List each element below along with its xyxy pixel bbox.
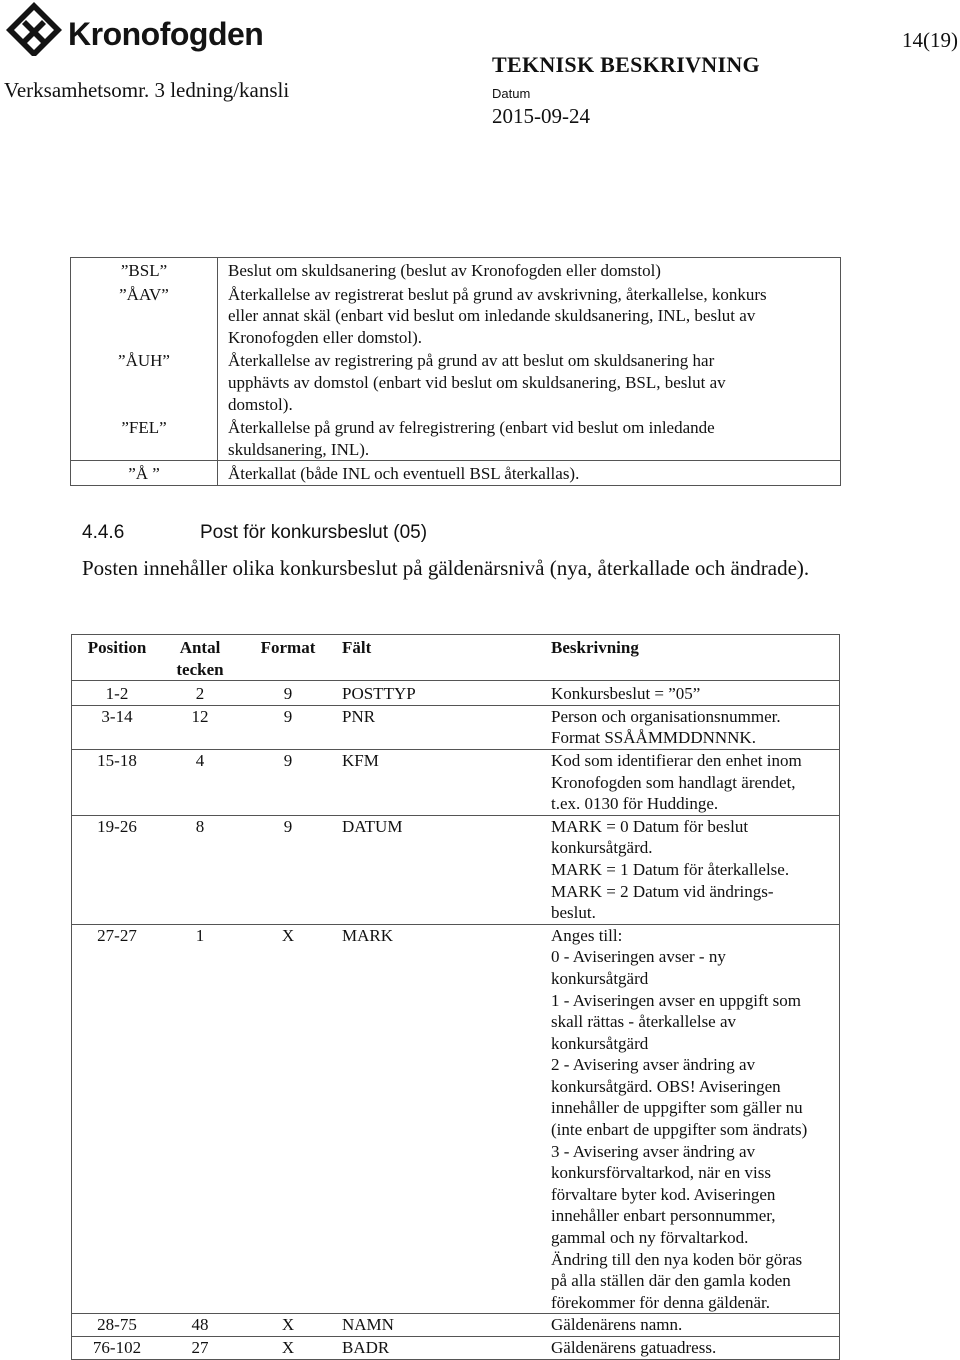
record-table-body xyxy=(72,681,840,1359)
desc-line: konkursåtgärd. xyxy=(551,838,653,858)
cell-antal: 27 xyxy=(162,1337,238,1360)
header-antal-line: tecken xyxy=(176,659,224,679)
code-cell: ”ÅAV” xyxy=(71,282,218,349)
code-cell: ”BSL” xyxy=(71,258,218,282)
desc-line: eller annat skäl (enbart vid beslut om inledande skuldsanering, INL, beslut av xyxy=(228,306,756,326)
desc-line: på alla ställen där den gamla koden xyxy=(551,1271,791,1291)
cell-position: 3-14 xyxy=(72,705,163,749)
cell-format: X xyxy=(238,1337,338,1360)
cell-antal: 4 xyxy=(162,749,238,815)
header-falt: Fält xyxy=(342,638,372,657)
desc-line: MARK = 2 Datum vid ändrings- xyxy=(551,881,774,901)
code-row xyxy=(71,258,841,282)
table-row xyxy=(72,815,840,924)
header-position: Position xyxy=(87,638,147,657)
cell-antal: 48 xyxy=(162,1314,238,1337)
desc-line: Gäldenärens namn. xyxy=(551,1315,683,1335)
cell-beskrivning xyxy=(549,705,840,749)
date-value: 2015-09-24 xyxy=(492,104,590,128)
desc-line: (inte enbart de uppgifter som ändrats) xyxy=(551,1120,808,1140)
cell-antal: 2 xyxy=(162,681,238,706)
code-cell: ”FEL” xyxy=(71,415,218,461)
code-description xyxy=(218,461,841,486)
logo-mark-icon xyxy=(6,2,62,56)
desc-line: konkursåtgärd xyxy=(551,1033,649,1053)
cell-falt: POSTTYP xyxy=(338,681,549,706)
cell-antal: 1 xyxy=(162,924,238,1314)
cell-position: 1-2 xyxy=(72,681,163,706)
cell-beskrivning xyxy=(549,1314,840,1337)
desc-line: Konkursbeslut = ”05” xyxy=(551,684,701,704)
table-row xyxy=(72,924,840,1314)
cell-falt: BADR xyxy=(338,1337,549,1360)
cell-falt: KFM xyxy=(338,749,549,815)
desc-line: Kronofogden eller domstol). xyxy=(228,327,423,347)
cell-position: 76-102 xyxy=(72,1337,163,1360)
desc-line: Format SSÅÅMMDDNNNK. xyxy=(551,728,756,748)
desc-line: Anges till: xyxy=(551,925,623,945)
cell-antal: 8 xyxy=(162,815,238,924)
date-label: Datum xyxy=(492,86,531,101)
code-table xyxy=(70,257,841,486)
cell-antal: 12 xyxy=(162,705,238,749)
desc-line: konkursåtgärd xyxy=(551,968,649,988)
desc-line: domstol). xyxy=(228,394,293,414)
desc-line: Kod som identifierar den enhet inom xyxy=(551,750,802,770)
cell-position: 27-27 xyxy=(72,924,163,1314)
code-cell: ”ÅUH” xyxy=(71,348,218,415)
code-description xyxy=(218,258,841,282)
record-table xyxy=(71,634,840,1360)
section-intro: Posten innehåller olika konkursbeslut på gäldenärsnivå (nya, återkallade och ändrade). xyxy=(82,556,810,580)
desc-line: MARK = 0 Datum för beslut xyxy=(551,816,749,836)
table-row xyxy=(72,681,840,706)
cell-position: 19-26 xyxy=(72,815,163,924)
desc-line: gammal och ny förvaltarkod. xyxy=(551,1228,749,1248)
page-number: 14(19) xyxy=(902,28,958,52)
desc-line: t.ex. 0130 för Huddinge. xyxy=(551,794,719,814)
desc-line: 1 - Aviseringen avser en uppgift som xyxy=(551,990,801,1010)
desc-line: konkursåtgärd. OBS! Aviseringen xyxy=(551,1076,781,1096)
desc-line: Kronofogden som handlagt ärendet, xyxy=(551,772,796,792)
desc-line: Återkallelse av registrerat beslut på grund av avskrivning, återkallelse, konkurs xyxy=(228,284,767,304)
cell-falt: MARK xyxy=(338,924,549,1314)
cell-format: 9 xyxy=(238,681,338,706)
cell-format: 9 xyxy=(238,705,338,749)
desc-line: förvaltare byter kod. Aviseringen xyxy=(551,1184,776,1204)
cell-format: 9 xyxy=(238,815,338,924)
table-row xyxy=(72,705,840,749)
desc-line: upphävts av domstol (enbart vid beslut om skuldsanering, BSL, beslut av xyxy=(228,372,726,392)
code-row xyxy=(71,415,841,461)
table-header-row xyxy=(72,635,840,681)
desc-line: innehåller de uppgifter som gäller nu xyxy=(551,1098,803,1118)
cell-beskrivning xyxy=(549,924,840,1314)
desc-line: skall rättas - återkallelse av xyxy=(551,1012,737,1032)
department: Verksamhetsomr. 3 ledning/kansli xyxy=(4,78,290,102)
table-row xyxy=(72,1314,840,1337)
desc-line: Person och organisationsnummer. xyxy=(551,706,781,726)
desc-line: konkursförvaltarkod, när en viss xyxy=(551,1163,772,1183)
table-row xyxy=(72,749,840,815)
logo-text: Kronofogden xyxy=(68,16,264,52)
desc-line: Återkallelse på grund av felregistrering (enbart vid beslut om inledande xyxy=(228,418,715,438)
header-format: Format xyxy=(260,638,316,657)
cell-beskrivning xyxy=(549,815,840,924)
desc-line: 3 - Avisering avser ändring av xyxy=(551,1141,756,1161)
cell-format: X xyxy=(238,924,338,1314)
code-description xyxy=(218,348,841,415)
desc-line: Gäldenärens gatuadress. xyxy=(551,1338,717,1357)
cell-falt: PNR xyxy=(338,705,549,749)
cell-beskrivning xyxy=(549,681,840,706)
cell-falt: DATUM xyxy=(338,815,549,924)
header-antal xyxy=(162,635,238,681)
desc-line: beslut. xyxy=(551,903,596,923)
cell-falt: NAMN xyxy=(338,1314,549,1337)
code-description xyxy=(218,415,841,461)
cell-position: 15-18 xyxy=(72,749,163,815)
desc-line: Återkallat (både INL och eventuell BSL återkallas). xyxy=(228,464,580,484)
desc-line: Ändring till den nya koden bör göras xyxy=(551,1249,803,1269)
desc-line: Återkallelse av registrering på grund av att beslut om skuldsanering har xyxy=(228,351,715,371)
desc-line: 0 - Aviseringen avser - ny xyxy=(551,947,726,967)
code-row xyxy=(71,461,841,486)
cell-position: 28-75 xyxy=(72,1314,163,1337)
desc-line: innehåller enbart personnummer, xyxy=(551,1206,776,1226)
cell-beskrivning xyxy=(549,749,840,815)
code-row xyxy=(71,282,841,349)
desc-line: MARK = 1 Datum för återkallelse. xyxy=(551,859,790,879)
header-antal-line: Antal xyxy=(179,638,221,657)
code-cell: ”Å ” xyxy=(71,461,218,486)
header-beskrivning: Beskrivning xyxy=(551,638,639,657)
desc-line: Beslut om skuldsanering (beslut av Kronofogden eller domstol) xyxy=(228,261,661,280)
desc-line: skuldsanering, INL). xyxy=(228,439,370,459)
desc-line: förekommer för denna gäldenär. xyxy=(551,1292,771,1312)
document-title: TEKNISK BESKRIVNING xyxy=(492,52,760,77)
code-row xyxy=(71,348,841,415)
desc-line: 2 - Avisering avser ändring av xyxy=(551,1055,756,1075)
section-title: Post för konkursbeslut (05) xyxy=(200,522,428,543)
section-heading xyxy=(82,522,427,544)
code-description xyxy=(218,282,841,349)
cell-format: 9 xyxy=(238,749,338,815)
section-number: 4.4.6 xyxy=(82,522,125,543)
cell-format: X xyxy=(238,1314,338,1337)
